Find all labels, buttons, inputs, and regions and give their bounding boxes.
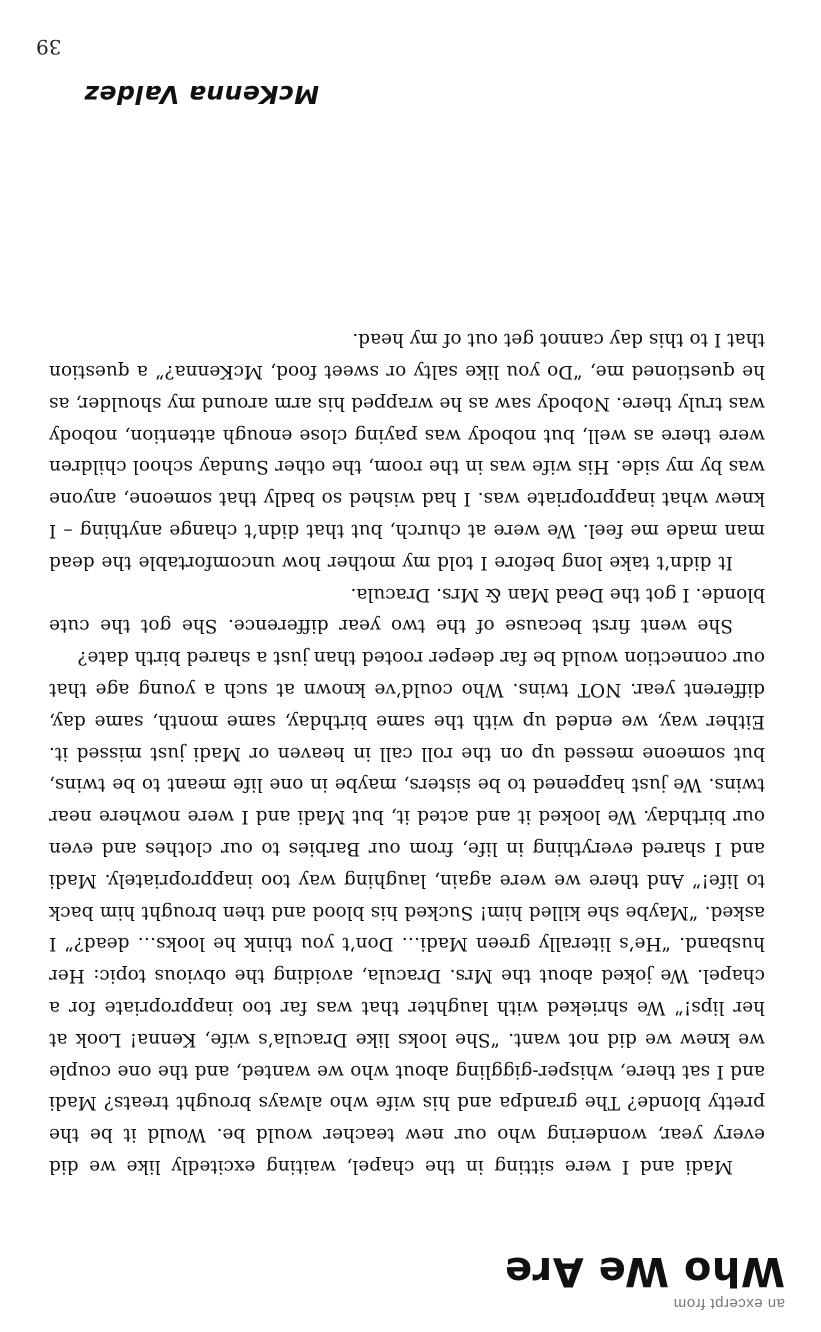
paragraph-3: It didn’t take long before I told my mother how uncomfortable the dead man made me feel. We were at church, but that didn’t change anything – I knew what inappropriate was. I had wished so badly that someone, anyone was by my side. His wife was in the room, the other Sunday school children were there as well, but nobody was paying close enough attention, nobody was truly there. Nobody saw as he wrapped his arm around my shoulder, as he questioned me, “Do you like salty or sweet food, McKenna?” a question that I to this day cannot get out of my head. bbox=[49, 329, 765, 573]
story-title: Who We Are bbox=[504, 1248, 785, 1294]
author-signature: McKenna Valdez bbox=[84, 80, 320, 109]
page-number: 39 bbox=[36, 35, 62, 59]
paragraph-1: Madi and I were sitting in the chapel, waiting excitedly like we did every year, wondering who our new teacher would be. Would it be the pretty blonde? The grandpa and his wife who always brought treats? Madi and I sat there, whisper-giggling about who we wanted, and the one couple we knew we did not want. “She looks like Dracula’s wife, Kenna! Look at her lips!” We shrieked with laughter that was far too inappropriate for a chapel. We joked about the Mrs. Dracula, avoiding the obvious topic: Her husband. “He’s literally green Madi… Don’t you think he looks… dead?” I asked. “Maybe she killed him! Sucked his blood and then brought him back to life!” And there we were again, laughing way too inappropriately. Madi and I shared everything in life, from our Barbies to our clothes and even our birthday. We looked it and acted it, but Madi and I were nowhere near twins. We just happened to be sisters, maybe in one life meant to be twins, but someone messed up on the roll call in heaven or Madi just missed it. Either way, we ended up with the same birthday, same month, same day, different year. NOT twins. Who could’ve known at such a young age that our connection would be far deeper rooted than just a shared birth date? bbox=[49, 647, 765, 1177]
excerpt-label: an excerpt from bbox=[673, 1295, 785, 1312]
paragraph-2: She went first because of the two year difference. She got the cute blonde. I got the Dead Man & Mrs. Dracula. bbox=[49, 583, 765, 637]
story-body bbox=[49, 323, 765, 1182]
